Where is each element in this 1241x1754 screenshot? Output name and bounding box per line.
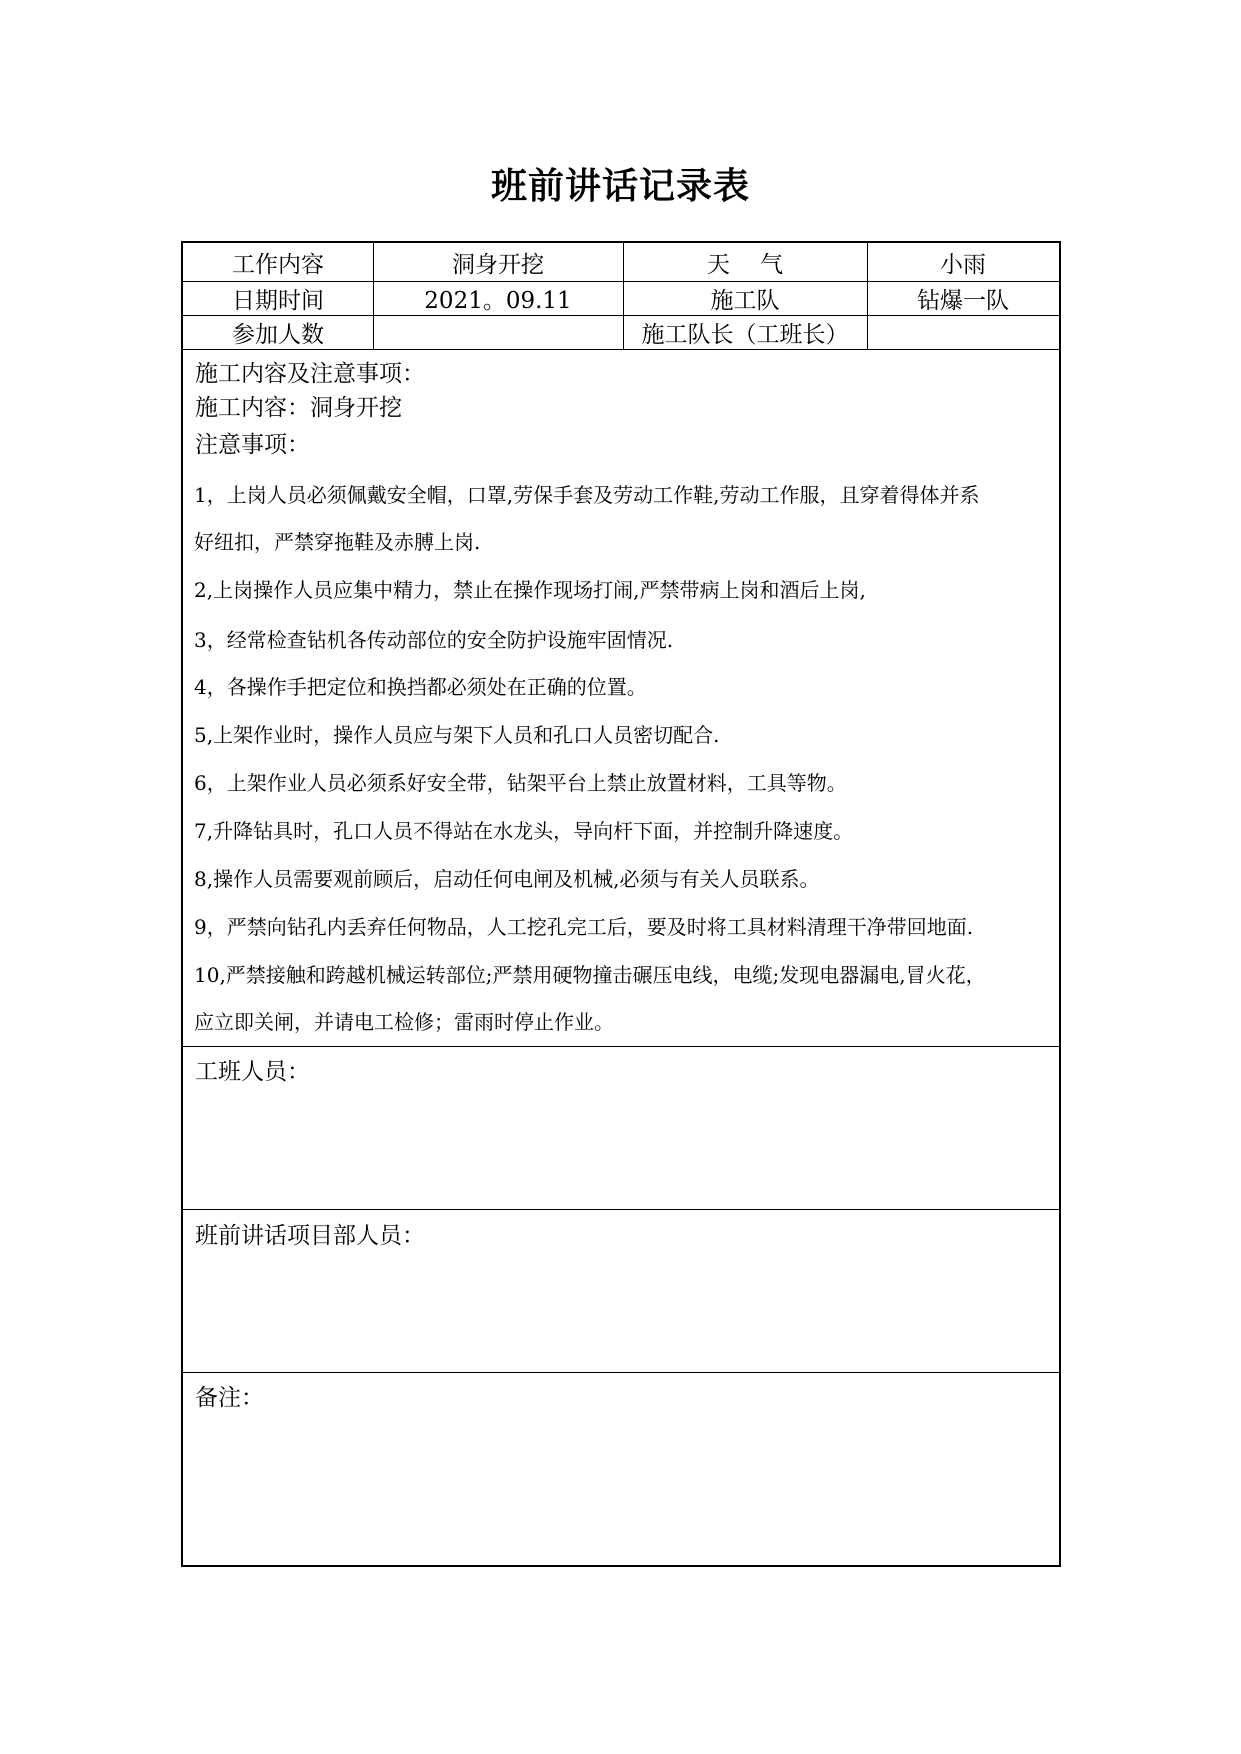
note-line: 10,严禁接触和跨越机械运转部位;严禁用硬物撞击碾压电线，电缆;发现电器漏电,冒火花，	[194, 963, 986, 987]
note-line: 7,升降钻具时，孔口人员不得站在水龙头，导向杆下面，并控制升降速度。	[194, 819, 854, 843]
record-form	[181, 241, 1061, 1567]
project-staff-label: 班前讲话项目部人员：	[195, 1223, 425, 1249]
work-content-line: 施工内容：洞身开挖	[195, 395, 402, 421]
note-line: 5,上架作业时，操作人员应与架下人员和孔口人员密切配合.	[194, 723, 720, 747]
note-line: 好纽扣，严禁穿拖鞋及赤膊上岗.	[194, 530, 481, 554]
construction-team-value: 钻爆一队	[917, 287, 1009, 314]
date-time-value: 2021。09.11	[424, 287, 572, 314]
row-divider	[183, 1372, 1059, 1373]
team-leader-value	[867, 315, 1059, 349]
work-content-value: 洞身开挖	[452, 251, 544, 278]
construction-team-label: 施工队	[710, 287, 780, 314]
date-time-label: 日期时间	[232, 287, 324, 314]
note-line: 4，各操作手把定位和换挡都必须处在正确的位置。	[194, 675, 647, 699]
note-line: 9，严禁向钻孔内丢弃任何物品，人工挖孔完工后，要及时将工具材料清理干净带回地面.	[194, 915, 974, 939]
note-line: 6，上架作业人员必须系好安全带，钻架平台上禁止放置材料，工具等物。	[194, 771, 847, 795]
note-line: 2,上岗操作人员应集中精力，禁止在操作现场打闹,严禁带病上岗和酒后上岗,	[194, 578, 866, 602]
row-divider	[183, 1209, 1059, 1210]
row-divider	[183, 349, 1059, 350]
remarks-label: 备注：	[195, 1385, 264, 1411]
participants-value	[373, 315, 623, 349]
team-members-label: 工班人员：	[195, 1059, 310, 1085]
note-line: 3，经常检查钻机各传动部位的安全防护设施牢固情况.	[194, 628, 674, 652]
content-heading: 施工内容及注意事项：	[195, 361, 425, 387]
row-divider	[183, 1046, 1059, 1047]
note-line: 8,操作人员需要观前顾后，启动任何电闸及机械,必须与有关人员联系。	[194, 867, 820, 891]
page-title: 班前讲话记录表	[490, 166, 750, 207]
notes-heading: 注意事项：	[195, 432, 310, 458]
team-leader-label: 施工队长（工班长）	[641, 321, 849, 348]
note-line: 应立即关闸，并请电工检修；雷雨时停止作业。	[194, 1010, 614, 1034]
note-line: 1，上岗人员必须佩戴安全帽，口罩,劳保手套及劳动工作鞋,劳动工作服，且穿着得体并系	[194, 483, 980, 507]
participants-label: 参加人数	[232, 321, 324, 348]
weather-value: 小雨	[940, 251, 986, 278]
work-content-label: 工作内容	[232, 251, 324, 278]
weather-label: 天 气	[706, 251, 784, 278]
